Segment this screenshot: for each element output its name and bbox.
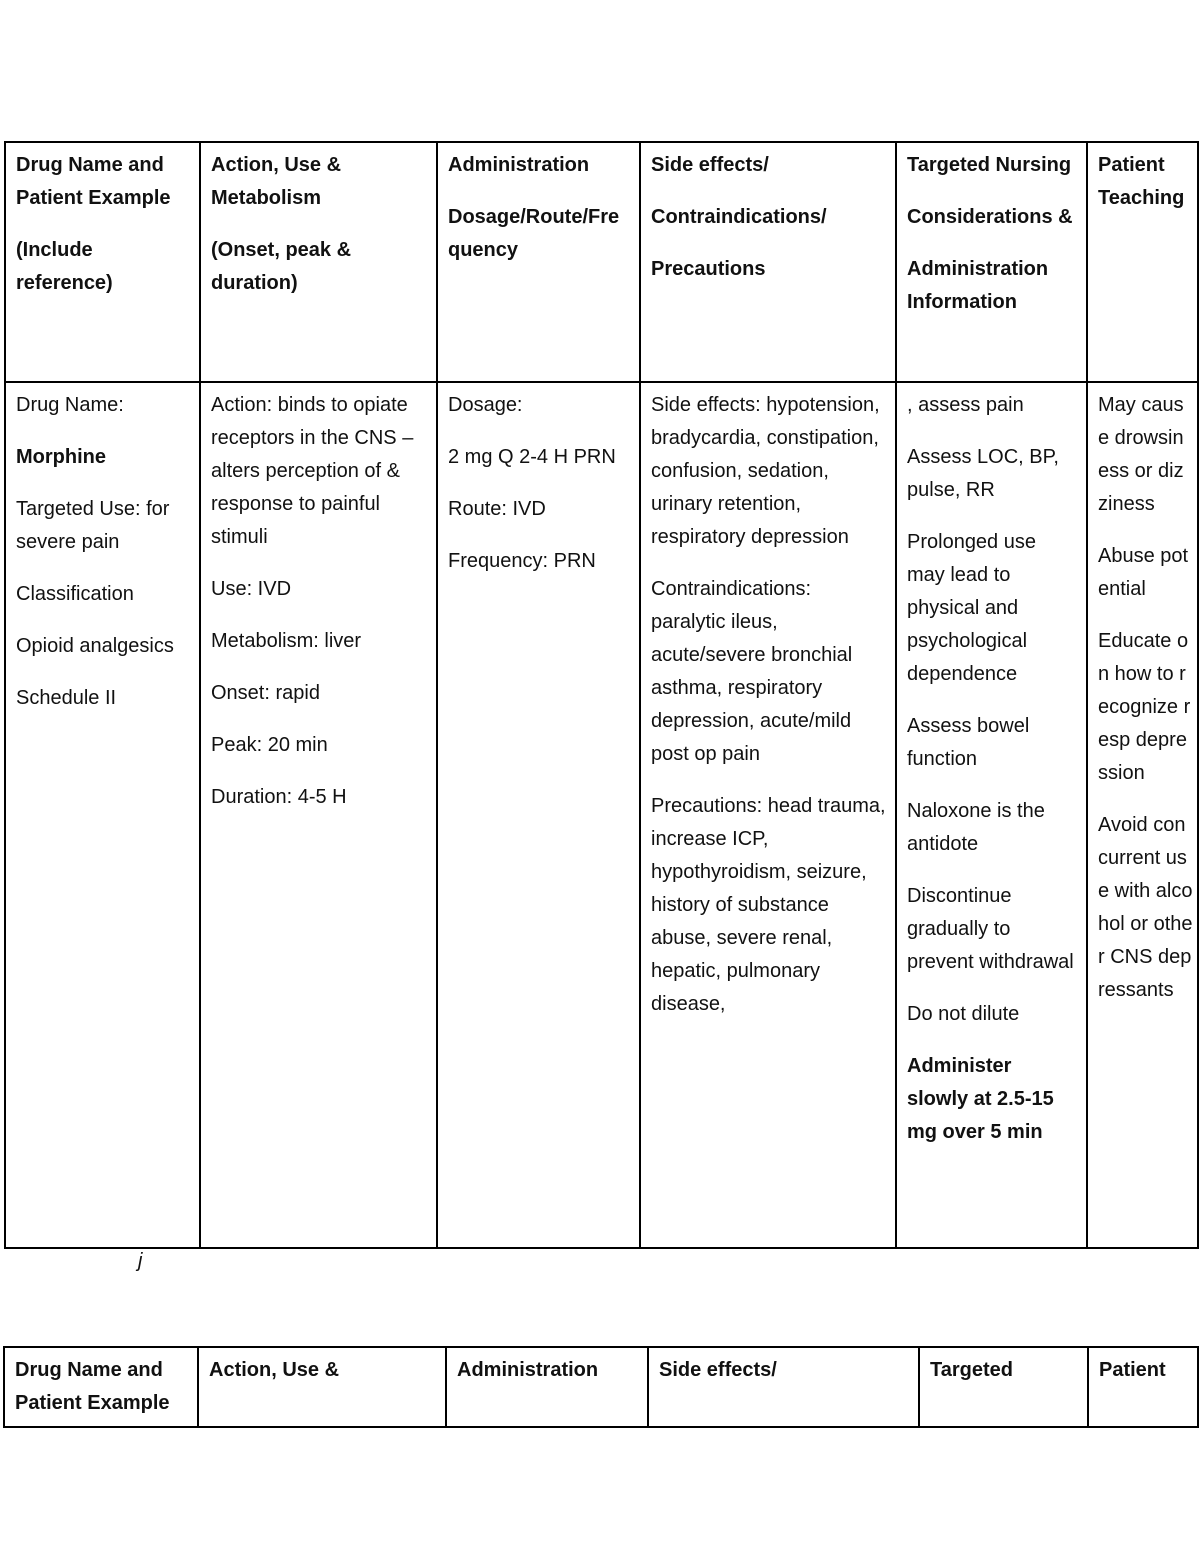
nursing-item: Assess bowel function xyxy=(907,715,1030,770)
onset-text: Onset: rapid xyxy=(211,682,320,704)
header-nursing-considerations: Targeted Nursing Considerations & Administration Information xyxy=(896,142,1087,382)
action-text: Action: binds to opiate receptors in the CNS – alters perception of & response to painful stimuli xyxy=(211,394,414,548)
nursing-item: Naloxone is the antidote xyxy=(907,800,1045,855)
header-patient-teaching: Patient Teaching xyxy=(1087,142,1198,382)
route-text: Route: IVD xyxy=(448,498,546,520)
header-drug-name: Drug Name and Patient Example (Include reference) xyxy=(5,142,200,382)
header-administration: Administration Dosage/Route/Fre quency xyxy=(437,142,640,382)
side-effects-text: Side effects: hypotension, bradycardia, constipation, confusion, sedation, urinary retention, respiratory depression xyxy=(651,394,880,548)
cell-drug-name xyxy=(5,382,200,1248)
cell-side-effects xyxy=(640,382,896,1248)
cell-administration xyxy=(437,382,640,1248)
teaching-item: May cause drowsiness or dizziness xyxy=(1098,394,1184,515)
header-drug-name: Drug Name and Patient Example xyxy=(4,1347,198,1427)
dosage-value: 2 mg Q 2-4 H PRN xyxy=(448,446,616,468)
targeted-use: Targeted Use: for severe pain xyxy=(16,498,170,553)
drug-card-table-2 xyxy=(3,1346,1199,1428)
duration-text: Duration: 4-5 H xyxy=(211,786,347,808)
cell-patient-teaching xyxy=(1087,382,1198,1248)
nursing-item-administer: Administer slowly at 2.5-15 mg over 5 min xyxy=(907,1055,1054,1143)
header-action-use: Action, Use & Metabolism (Onset, peak & duration) xyxy=(200,142,437,382)
classification-value: Opioid analgesics xyxy=(16,635,174,657)
dosage-label: Dosage: xyxy=(448,394,523,416)
header-row-2 xyxy=(4,1347,1198,1427)
teaching-item: Abuse potential xyxy=(1098,545,1189,600)
schedule: Schedule II xyxy=(16,687,117,709)
header-side-effects: Side effects/ Contraindications/ Precautions xyxy=(640,142,896,382)
peak-text: Peak: 20 min xyxy=(211,734,328,756)
drug-name-label: Drug Name: xyxy=(16,394,124,416)
teaching-item: Avoid concurrent use with alcohol or other CNS depressants xyxy=(1098,814,1193,1001)
nursing-item: Prolonged use may lead to physical and psychological dependence xyxy=(907,531,1036,685)
contraindications-text: Contraindications: paralytic ileus, acute/severe bronchial asthma, respiratory depression, acute/mild post op pain xyxy=(651,578,853,765)
drug-name-value: Morphine xyxy=(16,446,106,468)
drug-card-table xyxy=(4,141,1199,1249)
use-text: Use: IVD xyxy=(211,578,292,600)
teaching-item: Educate on how to recognize resp depression xyxy=(1098,630,1191,784)
cell-action-use xyxy=(200,382,437,1248)
header-action-use: Action, Use & xyxy=(198,1347,446,1427)
header-row xyxy=(5,142,1198,382)
header-nursing-considerations: Targeted xyxy=(919,1347,1088,1427)
nursing-item: Assess LOC, BP, pulse, RR xyxy=(907,446,1059,501)
classification-label: Classification xyxy=(16,583,134,605)
header-patient-teaching: Patient xyxy=(1088,1347,1198,1427)
nursing-item: , assess pain xyxy=(907,394,1024,416)
content-row xyxy=(5,382,1198,1248)
nursing-item: Do not dilute xyxy=(907,1003,1020,1025)
metabolism-text: Metabolism: liver xyxy=(211,630,362,652)
header-administration: Administration xyxy=(446,1347,648,1427)
cell-nursing-considerations xyxy=(896,382,1087,1248)
precautions-text: Precautions: head trauma, increase ICP, hypothyroidism, seizure, history of substance abuse, severe renal, hepatic, pulmonary disease, xyxy=(651,795,886,1015)
stray-mark: j xyxy=(138,1250,143,1272)
frequency-text: Frequency: PRN xyxy=(448,550,596,572)
nursing-item: Discontinue gradually to prevent withdrawal xyxy=(907,885,1074,973)
header-side-effects: Side effects/ xyxy=(648,1347,919,1427)
